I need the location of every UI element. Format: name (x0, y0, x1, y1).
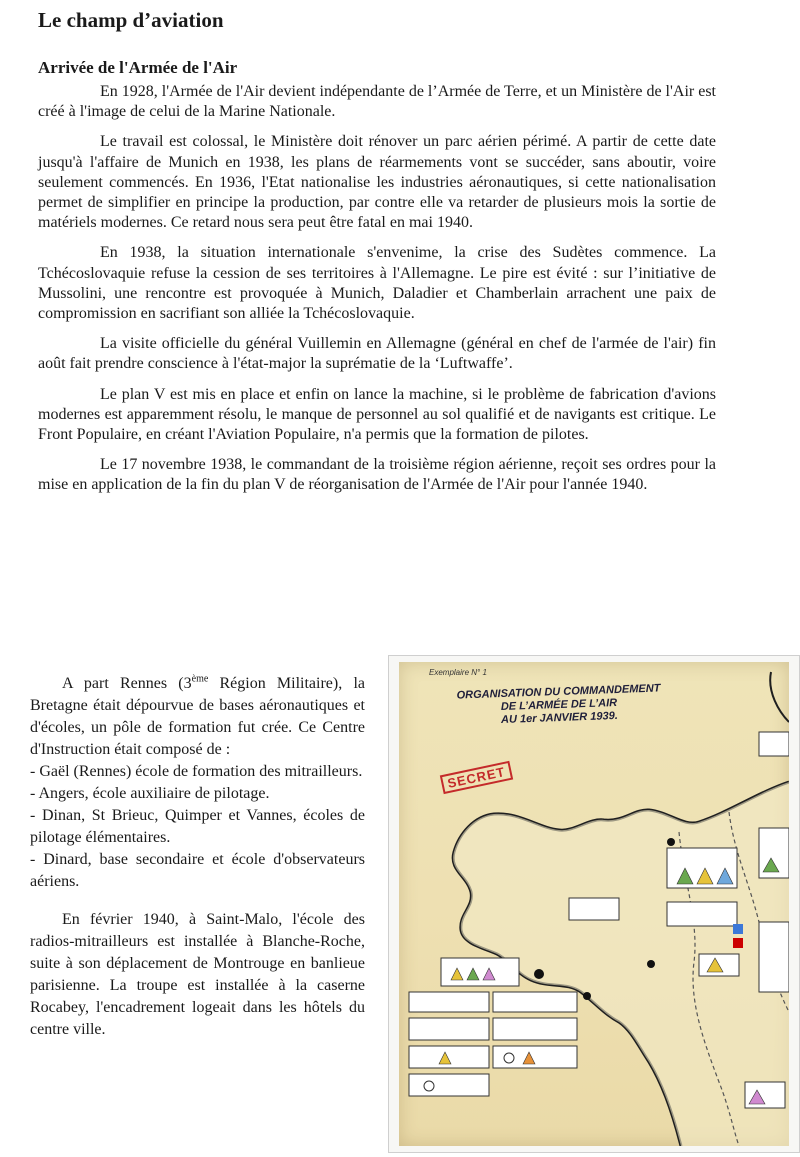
intro-paragraph: A part Rennes (3ème Région Militaire), la Bretagne était dépourvue de bases aéronautiques et d'écoles, un pôle de formation fut crée. Ce Centre d'Instruction était composé de : (30, 673, 366, 758)
list-item: - Dinard, base secondaire et école d'observateurs aériens. (30, 851, 365, 890)
paragraph: La visite officielle du général Vuillemin en Allemagne (général en chef de l'armée de l'air) fin août fait prendre conscience à l'état-major la suprématie de la ‘Luftwaffe’. (38, 335, 716, 373)
list-item: - Dinan, St Brieuc, Quimper et Vannes, écoles de pilotage élémentaires. (30, 807, 365, 846)
map-figure (388, 655, 800, 1153)
page-title: Le champ d’aviation (38, 8, 224, 32)
map-title: ORGANISATION DU COMMANDEMENT DE L’ARMÉE DE L’AIR AU 1er JANVIER 1939. (456, 682, 661, 727)
body-text (38, 82, 716, 506)
closing-paragraph: En février 1940, à Saint-Malo, l'école des radios-mitrailleurs est installée à Blanche-Roche, suite à son déplacement de Montrouge en banlieue parisienne. La troupe est installée à la caserne Rocabey, l'encadrement logeait dans les hôtels du centre ville. (30, 911, 365, 1038)
paragraph: Le travail est colossal, le Ministère doit rénover un parc aérien périmé. A partir de cette date jusqu'à l'affaire de Munich en 1938, les plans de réarmements vont se succéder, sans aboutir, voire seulement commencés. En 1936, l'Etat nationalise les industries aéronautiques, si cette nationalisation permet de simplifier en principe la production, par contre elle va retarder de plusieurs mois la sortie de matériels modernes. Ce retard nous sera peut être fatal en mai 1940. (38, 133, 716, 232)
list-item: - Gaël (Rennes) école de formation des mitrailleurs. (30, 763, 363, 780)
map-copy-label: Exemplaire N° 1 (429, 668, 487, 677)
list-item: - Angers, école auxiliaire de pilotage. (30, 785, 270, 802)
paragraph: En 1938, la situation internationale s'envenime, la crise des Sudètes commence. La Tchécoslovaquie refuse la cession de ses territoires à l'Allemagne. Le pire est évité : sur l’initiative de Mussolini, une rencontre est provoquée à Munich, Daladier et Chamberlain arrachent une paix de compromission en sacrifiant son alliée la Tchécoslovaquie. (38, 244, 716, 323)
paragraph: En 1928, l'Armée de l'Air devient indépendante de l’Armée de Terre, et un Ministère de l'Air est créé à l'image de celui de la Marine Nationale. (38, 83, 716, 121)
secret-stamp: SECRET (440, 761, 513, 794)
lower-text-column (30, 673, 365, 1041)
paragraph: Le plan V est mis en place et enfin on lance la machine, si le problème de fabrication d'avions modernes est apparemment résolu, le manque de personnel au sol qualifié et de navigants est critique. Le Front Populaire, en créant l'Aviation Populaire, n'a permis que la formation de pilotes. (38, 385, 716, 444)
section-title: Arrivée de l'Armée de l'Air (38, 58, 238, 77)
paragraph: Le 17 novembre 1938, le commandant de la troisième région aérienne, reçoit ses ordres pour la mise en application de la fin du plan V de réorganisation de l'Armée de l'Air pour l'année 1940. (38, 456, 716, 494)
map-image (399, 662, 789, 1146)
map-drawing (399, 662, 789, 1146)
